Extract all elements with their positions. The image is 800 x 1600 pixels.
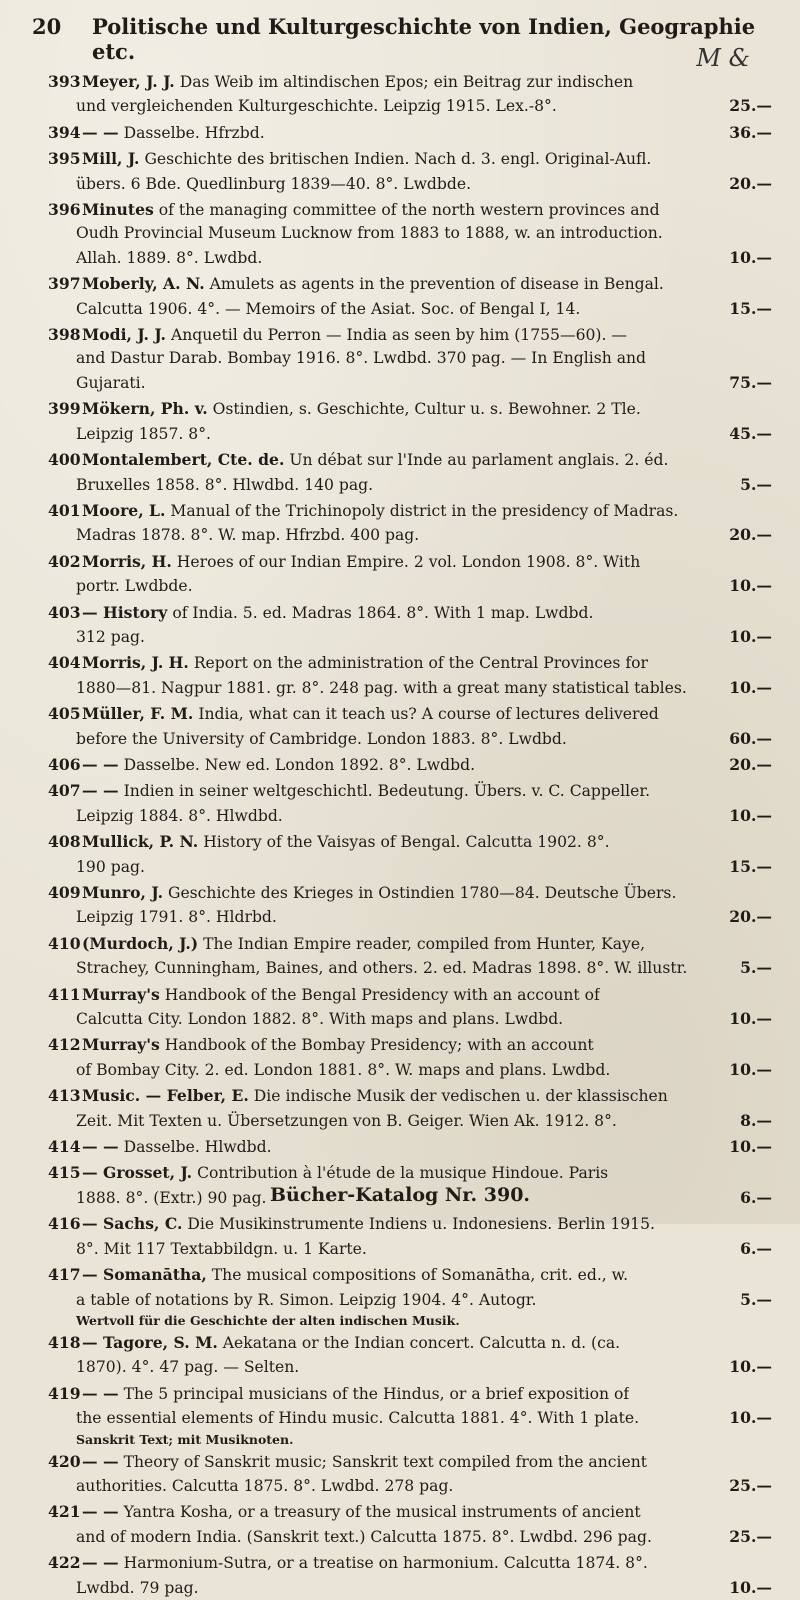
entry-first-line	[22, 499, 780, 523]
entry-number: 401	[48, 500, 81, 520]
entry-author: Munro, J.	[82, 883, 164, 902]
entry-text: Zeit. Mit Texten u. Übersetzungen von B. Geiger. Wien Ak. 1912. 8°.	[76, 1111, 617, 1130]
entry-author: — Somanātha,	[82, 1265, 207, 1285]
entry-first-line	[22, 550, 780, 574]
entry-number: 399	[48, 399, 81, 419]
entry-number: 420	[48, 1451, 81, 1471]
entry-text: Madras 1878. 8°. W. map. Hfrzbd. 400 pag.	[76, 526, 420, 545]
entry-price: 10.—	[729, 1577, 772, 1597]
entry-number: 393	[48, 72, 81, 91]
catalog-entry	[22, 147, 780, 196]
entry-author: Montalembert, Cte. de.	[82, 450, 285, 470]
catalog-entry	[22, 651, 780, 700]
entry-price: 5.—	[740, 474, 772, 494]
entry-text: Aekatana or the Indian concert. Calcutta n. d. (ca.	[222, 1333, 621, 1352]
page-number: 20	[32, 14, 62, 39]
catalog-entry	[22, 779, 780, 828]
entry-continuation-line	[22, 246, 780, 270]
entry-first-line	[22, 272, 780, 296]
entry-continuation-line	[22, 1058, 780, 1082]
entry-number: 396	[48, 200, 81, 220]
entry-first-line	[22, 651, 780, 675]
entry-text: Oudh Provincial Museum Lucknow from 1883 to 1888, w. an introduction.	[76, 224, 663, 243]
entry-text: 1880—81. Nagpur 1881. gr. 8°. 248 pag. with a great many statistical tables.	[76, 678, 687, 697]
entry-continuation-line	[22, 297, 780, 321]
entry-price: 10.—	[729, 1408, 772, 1428]
entry-price: 25.—	[729, 1526, 772, 1546]
entry-author: — Tagore, S. M.	[82, 1332, 218, 1352]
catalog-entry	[22, 499, 780, 548]
entry-number: 422	[48, 1553, 81, 1573]
entry-text: und vergleichenden Kulturgeschichte. Leipzig 1915. Lex.-8°.	[76, 97, 557, 116]
entry-continuation-line	[22, 1007, 780, 1031]
catalog-entry	[22, 1500, 780, 1549]
entry-text: portr. Lwdbde.	[76, 577, 193, 596]
catalog-entry	[22, 198, 780, 270]
entry-continuation-line	[22, 574, 780, 598]
entry-text: Leipzig 1791. 8°. Hldrbd.	[76, 908, 277, 927]
entry-text: übers. 6 Bde. Quedlinburg 1839—40. 8°. Lwdbde.	[76, 174, 472, 193]
entry-price: 10.—	[729, 576, 772, 596]
entry-author: Moberly, A. N.	[82, 274, 205, 294]
catalog-entry	[22, 323, 780, 395]
entry-text: The Indian Empire reader, compiled from Hunter, Kaye,	[203, 934, 646, 953]
entry-text: Dasselbe. New ed. London 1892. 8°. Lwdbd.	[123, 755, 476, 774]
entry-text: the essential elements of Hindu music. Calcutta 1881. 4°. With 1 plate.	[76, 1409, 640, 1428]
entry-continuation-line	[22, 222, 780, 245]
entry-text: Theory of Sanskrit music; Sanskrit text compiled from the ancient	[123, 1452, 648, 1471]
entry-author: Murray's	[82, 984, 160, 1004]
entry-text: Contribution à l'étude de la musique Hindoue. Paris	[197, 1164, 609, 1183]
entry-author: — —	[82, 1502, 119, 1522]
entry-text: 1870). 4°. 47 pag. — Selten.	[76, 1358, 300, 1377]
entry-text: a table of notations by R. Simon. Leipzig 1904. 4°. Autogr.	[76, 1290, 537, 1309]
entry-first-line	[22, 983, 780, 1007]
entry-text: Die indische Musik der vedischen u. der klassischen	[253, 1087, 668, 1106]
entry-continuation-line	[22, 371, 780, 395]
entry-first-line	[22, 1084, 780, 1108]
entry-continuation-line	[22, 804, 780, 828]
entry-first-line	[22, 1450, 780, 1474]
entry-first-line	[22, 323, 780, 347]
entry-text: Amulets as agents in the prevention of disease in Bengal.	[209, 275, 664, 294]
entry-number: 421	[48, 1502, 81, 1522]
entry-price: 10.—	[729, 677, 772, 697]
entry-author: — —	[82, 1553, 119, 1573]
entry-number: 409	[48, 883, 81, 902]
entry-text: Harmonium-Sutra, or a treatise on harmonium. Calcutta 1874. 8°.	[123, 1554, 648, 1573]
catalog-footer: Bücher-Katalog Nr. 390.	[269, 1184, 531, 1206]
entry-price: 20.—	[729, 907, 772, 927]
entry-number: 395	[48, 149, 81, 169]
entry-continuation-line	[22, 347, 780, 370]
entry-continuation-line	[22, 473, 780, 497]
entry-author: — —	[82, 781, 119, 801]
entry-number: 406	[48, 754, 81, 774]
entry-first-line	[22, 1500, 780, 1524]
entry-price: 15.—	[729, 856, 772, 876]
entry-author: Müller, F. M.	[82, 704, 194, 724]
catalog-entry	[22, 121, 780, 145]
entry-text: Anquetil du Perron — India as seen by him (1755—60). —	[170, 326, 628, 345]
entry-note: Wertvoll für die Geschichte der alten indischen Musik.	[76, 1312, 460, 1328]
entry-text: before the University of Cambridge. London 1883. 8°. Lwdbd.	[76, 729, 567, 748]
entry-text: Handbook of the Bengal Presidency with an account of	[164, 985, 600, 1004]
entry-text: Calcutta City. London 1882. 8°. With maps and plans. Lwdbd.	[76, 1010, 564, 1029]
entry-text: India, what can it teach us? A course of lectures delivered	[198, 705, 659, 724]
running-title: Politische und Kulturgeschichte von Indien, Geographie etc.	[92, 14, 756, 64]
entry-text: The 5 principal musicians of the Hindus, or a brief exposition of	[123, 1384, 630, 1403]
entry-author: (Murdoch, J.)	[82, 933, 199, 953]
entry-author: — —	[82, 754, 119, 774]
entry-author: — —	[82, 1137, 119, 1157]
entry-first-line	[22, 779, 780, 803]
entry-text: and of modern India. (Sanskrit text.) Calcutta 1875. 8°. Lwdbd. 296 pag.	[76, 1527, 652, 1546]
entry-text: Dasselbe. Hfrzbd.	[123, 123, 265, 142]
entry-text: of India. 5. ed. Madras 1864. 8°. With 1 map. Lwdbd.	[172, 603, 594, 622]
catalog-entry	[22, 1331, 780, 1380]
entry-number: 412	[48, 1035, 81, 1055]
entry-first-line	[22, 448, 780, 472]
entry-text: Un débat sur l'Inde au parlament anglais. 2. éd.	[289, 451, 669, 470]
entry-continuation-line	[22, 523, 780, 547]
catalog-entry	[22, 601, 780, 650]
entry-text: History of the Vaisyas of Bengal. Calcutta 1902. 8°.	[203, 833, 610, 852]
entry-continuation-line	[22, 727, 780, 751]
entry-price: 20.—	[729, 525, 772, 545]
entry-first-line	[22, 702, 780, 726]
catalog-entry	[22, 1263, 780, 1329]
entry-number: 418	[48, 1332, 81, 1352]
entry-text: Heroes of our Indian Empire. 2 vol. London 1908. 8°. With	[176, 552, 641, 571]
entry-price: 20.—	[729, 173, 772, 193]
entry-text: Indien in seiner weltgeschichtl. Bedeutung. Übers. v. C. Cappeller.	[123, 782, 651, 801]
catalog-entry	[22, 881, 780, 930]
entry-number: 417	[48, 1265, 81, 1285]
catalog-entries	[22, 70, 780, 1600]
entry-continuation-line	[22, 1237, 780, 1261]
entry-number: 394	[48, 122, 81, 142]
entry-price: 25.—	[729, 1475, 772, 1495]
entry-first-line	[22, 601, 780, 625]
entry-number: 414	[48, 1137, 81, 1157]
entry-author: — History	[82, 602, 168, 622]
entry-number: 408	[48, 832, 81, 852]
catalog-entry	[22, 1033, 780, 1082]
entry-author: Music. — Felber, E.	[82, 1086, 249, 1106]
entry-first-line	[22, 1331, 780, 1355]
catalog-entry	[22, 702, 780, 751]
entry-number: 407	[48, 781, 81, 801]
entry-author: — Grosset, J.	[82, 1163, 193, 1183]
entry-author: Mökern, Ph. v.	[82, 399, 208, 419]
entry-number: 400	[48, 450, 81, 470]
entry-continuation-line	[22, 676, 780, 700]
entry-number: 402	[48, 551, 81, 571]
entry-price: 20.—	[729, 754, 772, 774]
entry-text: of Bombay City. 2. ed. London 1881. 8°. W. maps and plans. Lwdbd.	[76, 1060, 611, 1079]
entry-text: Ostindien, s. Geschichte, Cultur u. s. Bewohner. 2 Tle.	[212, 400, 641, 419]
entry-text: Das Weib im altindischen Epos; ein Beitrag zur indischen	[179, 73, 634, 91]
entry-continuation-line	[22, 956, 780, 980]
entry-author: Minutes	[82, 200, 154, 220]
entry-first-line	[22, 932, 780, 956]
entry-number: 410	[48, 933, 81, 953]
catalog-entry	[22, 932, 780, 981]
page-header	[22, 14, 780, 64]
entry-first-line	[22, 147, 780, 171]
entry-continuation-line	[22, 1406, 780, 1430]
entry-continuation-line	[22, 422, 780, 446]
entry-text: Gujarati.	[76, 373, 146, 392]
entry-number: 415	[48, 1163, 81, 1183]
entry-first-line	[22, 1212, 780, 1236]
catalog-entry	[22, 1135, 780, 1159]
entry-text: Handbook of the Bombay Presidency; with an account	[164, 1036, 594, 1055]
entry-continuation-line	[22, 1355, 780, 1379]
entry-author: — —	[82, 122, 119, 142]
entry-text: Geschichte des Krieges in Ostindien 1780—84. Deutsche Übers.	[167, 884, 677, 902]
catalog-entry	[22, 550, 780, 599]
entry-first-line	[22, 1551, 780, 1575]
entry-text: 1888. 8°. (Extr.) 90 pag.	[76, 1188, 267, 1207]
entry-continuation-line	[22, 1576, 780, 1600]
entry-text: Dasselbe. Hlwdbd.	[123, 1138, 272, 1157]
entry-first-line	[22, 397, 780, 421]
entry-first-line	[22, 1161, 780, 1185]
catalog-entry	[22, 830, 780, 879]
entry-text: 190 pag.	[76, 857, 145, 876]
entry-price: 10.—	[729, 247, 772, 267]
entry-text: 8°. Mit 117 Textabbildgn. u. 1 Karte.	[76, 1239, 367, 1258]
entry-text: 312 pag.	[76, 627, 145, 646]
entry-text: Report on the administration of the Central Provinces for	[193, 654, 648, 673]
entry-first-line	[22, 1033, 780, 1057]
entry-text: Strachey, Cunningham, Baines, and others. 2. ed. Madras 1898. 8°. W. illustr.	[76, 959, 688, 978]
catalog-entry	[22, 1382, 780, 1448]
catalog-entry	[22, 1551, 780, 1600]
entry-author: — —	[82, 1383, 119, 1403]
entry-continuation-line	[22, 1474, 780, 1498]
entry-price: 6.—	[740, 1187, 772, 1207]
entry-continuation-line	[22, 94, 780, 118]
entry-number: 398	[48, 325, 81, 345]
entry-text: Manual of the Trichinopoly district in the presidency of Madras.	[170, 501, 679, 520]
catalog-entry	[22, 70, 780, 119]
entry-first-line	[22, 1382, 780, 1406]
handwritten-corner-mark: M &	[696, 44, 750, 72]
entry-author: Modi, J. J.	[82, 325, 166, 345]
entry-author: Murray's	[82, 1035, 160, 1055]
catalog-entry	[22, 753, 780, 777]
entry-continuation-line	[22, 855, 780, 879]
entry-text: Leipzig 1857. 8°.	[76, 424, 211, 443]
entry-price: 10.—	[729, 626, 772, 646]
entry-first-line	[22, 121, 780, 145]
entry-text: Leipzig 1884. 8°. Hlwdbd.	[76, 806, 283, 825]
entry-text: Yantra Kosha, or a treasury of the musical instruments of ancient	[123, 1503, 641, 1522]
entry-number: 411	[48, 984, 81, 1004]
entry-text: Geschichte des britischen Indien. Nach d. 3. engl. Original-Aufl.	[144, 150, 652, 169]
entry-price: 10.—	[729, 1357, 772, 1377]
entry-author: — —	[82, 1451, 119, 1471]
entry-price: 5.—	[740, 1289, 772, 1309]
entry-text: of the managing committee of the north western provinces and	[158, 201, 660, 220]
entry-first-line	[22, 1135, 780, 1159]
entry-first-line	[22, 70, 780, 94]
entry-author: Mill, J.	[82, 149, 140, 169]
entry-number: 403	[48, 602, 81, 622]
entry-continuation-line	[22, 1525, 780, 1549]
entry-author: Moore, L.	[82, 500, 166, 520]
entry-first-line	[22, 830, 780, 854]
entry-author: Mullick, P. N.	[82, 832, 199, 852]
catalog-entry	[22, 983, 780, 1032]
entry-price: 60.—	[729, 728, 772, 748]
entry-number: 419	[48, 1383, 81, 1403]
entry-price: 25.—	[729, 96, 772, 116]
entry-text: Lwdbd. 79 pag.	[76, 1578, 199, 1597]
entry-first-line	[22, 753, 780, 777]
entry-text: The musical compositions of Somanātha, crit. ed., w.	[211, 1266, 629, 1285]
entry-author: Meyer, J. J.	[82, 72, 175, 91]
entry-author: Morris, J. H.	[82, 653, 189, 673]
entry-first-line	[22, 198, 780, 222]
entry-text: Die Musikinstrumente Indiens u. Indonesiens. Berlin 1915.	[187, 1215, 655, 1234]
entry-number: 404	[48, 653, 81, 673]
entry-price: 36.—	[729, 122, 772, 142]
entry-continuation-line	[22, 625, 780, 649]
entry-first-line	[22, 1263, 780, 1287]
entry-continuation-line	[22, 905, 780, 929]
entry-text: Bruxelles 1858. 8°. Hlwdbd. 140 pag.	[76, 475, 374, 494]
entry-price: 5.—	[740, 958, 772, 978]
entry-number: 405	[48, 704, 81, 724]
entry-price: 10.—	[729, 1059, 772, 1079]
entry-price: 10.—	[729, 805, 772, 825]
entry-author: Morris, H.	[82, 551, 172, 571]
entry-text: Calcutta 1906. 4°. — Memoirs of the Asiat. Soc. of Bengal I, 14.	[76, 299, 581, 318]
entry-number: 413	[48, 1086, 81, 1106]
catalog-entry	[22, 1450, 780, 1499]
catalog-entry	[22, 1212, 780, 1261]
entry-continuation-line	[22, 1288, 780, 1312]
entry-note: Sanskrit Text; mit Musiknoten.	[76, 1431, 294, 1447]
entry-first-line	[22, 881, 780, 905]
entry-price: 8.—	[740, 1110, 772, 1130]
entry-text: and Dastur Darab. Bombay 1916. 8°. Lwdbd. 370 pag. — In English and	[76, 349, 647, 368]
entry-author: — Sachs, C.	[82, 1214, 183, 1234]
entry-number: 397	[48, 274, 81, 294]
entry-continuation-line	[22, 172, 780, 196]
entry-price: 45.—	[729, 423, 772, 443]
entry-text: authorities. Calcutta 1875. 8°. Lwdbd. 278 pag.	[76, 1476, 454, 1495]
catalog-entry	[22, 1084, 780, 1133]
entry-price: 75.—	[729, 372, 772, 392]
entry-number: 416	[48, 1214, 81, 1234]
entry-price: 10.—	[729, 1137, 772, 1157]
catalog-entry	[22, 397, 780, 446]
entry-price: 15.—	[729, 298, 772, 318]
entry-price: 6.—	[740, 1238, 772, 1258]
entry-continuation-line	[22, 1109, 780, 1133]
entry-text: Allah. 1889. 8°. Lwdbd.	[76, 248, 263, 267]
entry-price: 10.—	[729, 1009, 772, 1029]
catalog-entry	[22, 272, 780, 321]
catalog-entry	[22, 448, 780, 497]
